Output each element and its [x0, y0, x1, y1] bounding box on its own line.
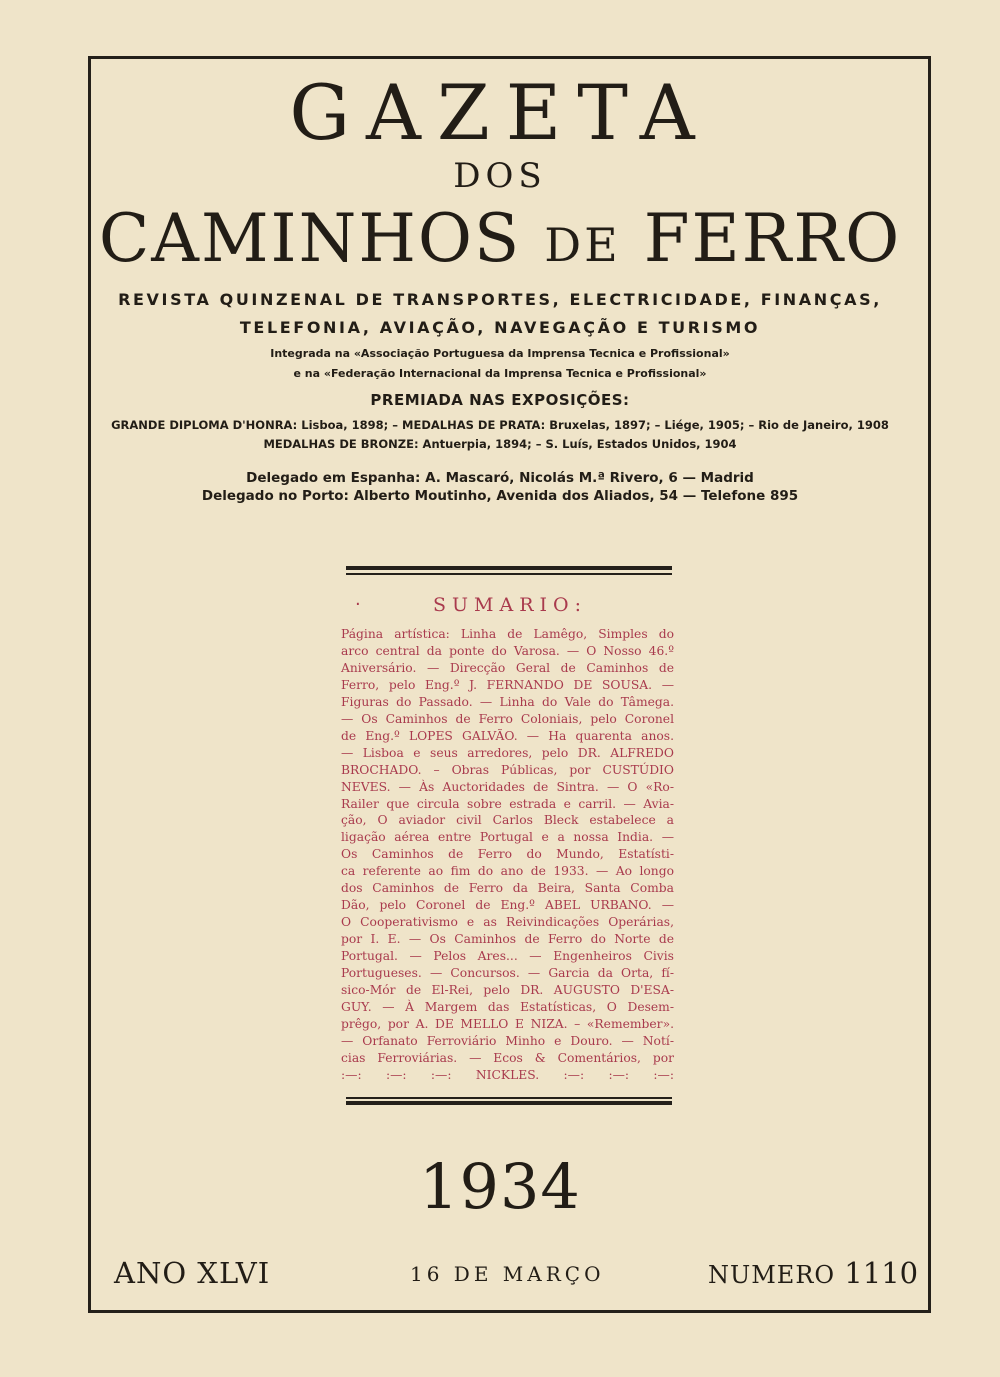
sumario-line: ca referente ao fim do ano de 1933. — Ao longo [341, 864, 674, 879]
sumario-line: de Eng.º LOPES GALVÃO. — Ha quarenta anos. [341, 728, 674, 743]
sumario-line: Aniversário. — Direcção Geral de Caminhos de [341, 660, 674, 675]
issue-number-value: 1110 [844, 1256, 919, 1290]
sumario-line: arco central da ponte do Varosa. — O Nosso 46.º [341, 643, 674, 658]
issue-number-label: NUMERO [708, 1261, 836, 1289]
sumario-line: Portugueses. — Concursos. — Garcia da Orta, fí- [341, 966, 674, 981]
awards-line-1: GRANDE DIPLOMA D'HONRA: Lisboa, 1898; – MEDALHAS DE PRATA: Bruxelas, 1897; – Liége, 1905; – Rio de Janeiro, 1908 [111, 418, 889, 432]
masthead-ferro: FERRO [643, 200, 902, 277]
sumario-line: — Lisboa e seus arredores, pelo DR. ALFREDO [341, 745, 674, 760]
issue-ano: ANO XLVI [114, 1256, 271, 1290]
sumario-top-rule-thin [346, 573, 672, 575]
sumario-line: :—: :—: :—: NICKLES. :—: :—: :—: [341, 1067, 674, 1082]
delegado-porto: Delegado no Porto: Alberto Moutinho, Avenida dos Aliados, 54 — Telefone 895 [201, 488, 799, 504]
masthead-gazeta: GAZETA [289, 68, 711, 157]
sumario-line: dos Caminhos de Ferro da Beira, Santa Comba [341, 881, 674, 896]
sumario-line: BROCHADO. – Obras Públicas, por CUSTÚDIO [341, 762, 674, 777]
sumario-line: cias Ferroviárias. — Ecos & Comentários, por [341, 1050, 674, 1065]
integrada-line-2: e na «Federação Internacional da Imprensa Tecnica e Profissional» [293, 367, 707, 380]
masthead-dos: DOS [453, 156, 547, 196]
sumario-line: Os Caminhos de Ferro do Mundo, Estatísti- [341, 847, 674, 862]
sumario-line: — Os Caminhos de Ferro Coloniais, pelo Coronel [341, 711, 674, 726]
sumario-line: GUY. — À Margem das Estatísticas, O Desem- [341, 999, 674, 1014]
premiada-heading: PREMIADA NAS EXPOSIÇÕES: [370, 391, 630, 409]
issue-date: 16 DE MARÇO [410, 1262, 605, 1286]
sumario-line: por I. E. — Os Caminhos de Ferro do Norte de [341, 932, 674, 947]
sumario-line: ção, O aviador civil Carlos Bleck estabelece a [341, 813, 674, 828]
sumario-line: Portugal. — Pelos Ares... — Engenheiros Civis [341, 949, 674, 964]
sumario-body [341, 626, 674, 1084]
sumario-title: SUMARIO: [433, 594, 587, 616]
subtitle-line-2: TELEFONIA, AVIAÇÃO, NAVEGAÇÃO E TURISMO [239, 318, 761, 337]
sumario-dot: · [355, 594, 361, 615]
sumario-bottom-rule-thin [346, 1097, 672, 1099]
sumario-line: Dão, pelo Coronel de Eng.º ABEL URBANO. — [341, 898, 674, 913]
sumario-line: Railer que circula sobre estrada e carril. — Avia- [341, 796, 674, 811]
masthead-title [0, 200, 1000, 277]
sumario-line: Figuras do Passado. — Linha do Vale do Tâmega. [341, 694, 674, 709]
masthead-caminhos: CAMINHOS [98, 200, 522, 277]
sumario-line: Ferro, pelo Eng.º J. FERNANDO DE SOUSA. — [341, 677, 674, 692]
issue-number [708, 1256, 918, 1290]
sumario-line: Página artística: Linha de Lamêgo, Simples do [341, 627, 674, 641]
sumario-line: sico-Mór de El-Rei, pelo DR. AUGUSTO D'ESA- [341, 983, 674, 998]
sumario-line: prêgo, por A. DE MELLO E NIZA. – «Remember». [341, 1016, 674, 1031]
sumario-bottom-rule [346, 1101, 672, 1105]
sumario-line: ligação aérea entre Portugal e a nossa India. — [341, 830, 674, 845]
integrada-line-1: Integrada na «Associação Portuguesa da Imprensa Tecnica e Profissional» [270, 347, 730, 360]
sumario-line: O Cooperativismo e as Reivindicações Operárias, [341, 915, 674, 930]
awards-line-2: MEDALHAS DE BRONZE: Antuerpia, 1894; – S. Luís, Estados Unidos, 1904 [263, 437, 737, 451]
sumario-line: NEVES. — Às Auctoridades de Sintra. — O «Ro- [341, 779, 674, 794]
sumario-line: — Orfanato Ferroviário Minho e Douro. — Notí- [341, 1033, 674, 1048]
subtitle-line-1: REVISTA QUINZENAL DE TRANSPORTES, ELECTRICIDADE, FINANÇAS, [118, 290, 882, 309]
issue-year: 1934 [419, 1150, 581, 1223]
sumario-top-rule [346, 566, 672, 570]
delegado-espanha: Delegado em Espanha: A. Mascaró, Nicolás M.ª Rivero, 6 — Madrid [246, 470, 754, 486]
masthead-de: DE [544, 218, 621, 272]
